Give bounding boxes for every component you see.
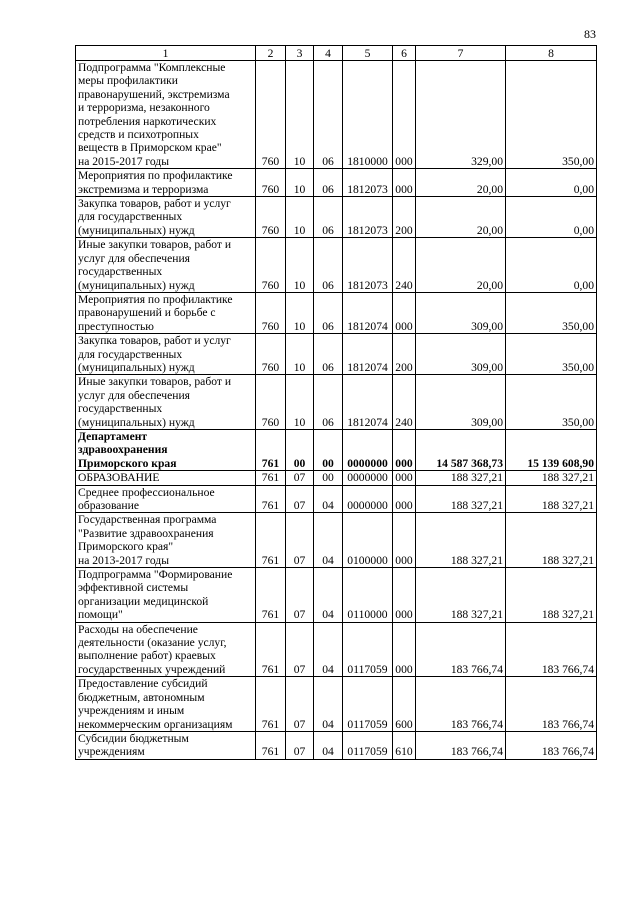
amount-2017-cell: 188 327,21 (506, 568, 597, 623)
admin-code-cell: 761 (256, 568, 286, 623)
section-code-cell: 10 (286, 169, 314, 197)
section-code-cell: 10 (286, 292, 314, 333)
amount-2016-cell: 188 327,21 (416, 513, 506, 568)
section-code-cell: 07 (286, 568, 314, 623)
table-row (76, 238, 597, 293)
target-article-cell: 1812074 (343, 292, 393, 333)
admin-code-cell: 760 (256, 375, 286, 430)
target-article-cell: 0117059 (343, 622, 393, 677)
admin-code-cell: 760 (256, 169, 286, 197)
amount-2017-cell: 188 327,21 (506, 513, 597, 568)
subsection-code-cell: 04 (314, 731, 343, 759)
column-header: 6 (393, 46, 416, 61)
table-row (76, 622, 597, 677)
amount-2017-cell: 183 766,74 (506, 622, 597, 677)
budget-table (75, 45, 597, 760)
page-number: 83 (584, 27, 596, 41)
row-name-cell: Иные закупки товаров, работ и услуг для обеспечения государственных (муниципальных) нужд (76, 375, 256, 430)
section-code-cell: 07 (286, 677, 314, 732)
amount-2016-cell: 183 766,74 (416, 731, 506, 759)
table-header-row (76, 46, 597, 61)
amount-2017-cell: 0,00 (506, 238, 597, 293)
table-row (76, 169, 597, 197)
admin-code-cell: 761 (256, 513, 286, 568)
row-name-cell: Иные закупки товаров, работ и услуг для обеспечения государственных (муниципальных) нужд (76, 238, 256, 293)
amount-2016-cell: 20,00 (416, 169, 506, 197)
row-name-cell: Подпрограмма "Комплексные меры профилактики правонарушений, экстремизма и терроризма, незаконного потребления наркотических средств и психотропных веществ в Приморском крае" на 2015-2017 годы (76, 61, 256, 169)
row-name-cell: Субсидии бюджетным учреждениям (76, 731, 256, 759)
section-code-cell: 10 (286, 197, 314, 238)
expense-type-cell: 240 (393, 375, 416, 430)
section-code-cell: 10 (286, 238, 314, 293)
expense-type-cell: 000 (393, 485, 416, 513)
target-article-cell: 1812073 (343, 197, 393, 238)
expense-type-cell: 610 (393, 731, 416, 759)
target-article-cell: 1812074 (343, 375, 393, 430)
row-name-cell: Мероприятия по профилактике экстремизма и терроризма (76, 169, 256, 197)
table-row (76, 485, 597, 513)
section-code-cell: 07 (286, 471, 314, 485)
expense-type-cell: 000 (393, 568, 416, 623)
amount-2017-cell: 15 139 608,90 (506, 429, 597, 470)
subsection-code-cell: 04 (314, 568, 343, 623)
table-row (76, 429, 597, 470)
target-article-cell: 0000000 (343, 485, 393, 513)
section-code-cell: 07 (286, 513, 314, 568)
expense-type-cell: 240 (393, 238, 416, 293)
column-header: 8 (506, 46, 597, 61)
row-name-cell: Мероприятия по профилактике правонарушений и борьбе с преступностью (76, 292, 256, 333)
subsection-code-cell: 00 (314, 471, 343, 485)
expense-type-cell: 000 (393, 471, 416, 485)
amount-2017-cell: 350,00 (506, 375, 597, 430)
section-code-cell: 07 (286, 622, 314, 677)
amount-2016-cell: 309,00 (416, 334, 506, 375)
amount-2017-cell: 188 327,21 (506, 485, 597, 513)
expense-type-cell: 000 (393, 513, 416, 568)
expense-type-cell: 000 (393, 61, 416, 169)
admin-code-cell: 760 (256, 292, 286, 333)
target-article-cell: 0100000 (343, 513, 393, 568)
table-row (76, 61, 597, 169)
expense-type-cell: 200 (393, 197, 416, 238)
subsection-code-cell: 04 (314, 677, 343, 732)
subsection-code-cell: 04 (314, 513, 343, 568)
row-name-cell: ОБРАЗОВАНИЕ (76, 471, 256, 485)
amount-2017-cell: 350,00 (506, 292, 597, 333)
amount-2016-cell: 329,00 (416, 61, 506, 169)
subsection-code-cell: 06 (314, 292, 343, 333)
row-name-cell: Департамент здравоохранения Приморского края (76, 429, 256, 470)
admin-code-cell: 760 (256, 334, 286, 375)
expense-type-cell: 600 (393, 677, 416, 732)
expense-type-cell: 000 (393, 622, 416, 677)
expense-type-cell: 000 (393, 429, 416, 470)
amount-2017-cell: 350,00 (506, 334, 597, 375)
amount-2016-cell: 188 327,21 (416, 485, 506, 513)
admin-code-cell: 761 (256, 471, 286, 485)
target-article-cell: 0117059 (343, 731, 393, 759)
section-code-cell: 00 (286, 429, 314, 470)
amount-2016-cell: 188 327,21 (416, 471, 506, 485)
subsection-code-cell: 04 (314, 485, 343, 513)
row-name-cell: Закупка товаров, работ и услуг для государственных (муниципальных) нужд (76, 197, 256, 238)
subsection-code-cell: 06 (314, 375, 343, 430)
table-row (76, 677, 597, 732)
amount-2016-cell: 183 766,74 (416, 622, 506, 677)
column-header: 7 (416, 46, 506, 61)
table-row (76, 471, 597, 485)
expense-type-cell: 000 (393, 292, 416, 333)
table-row (76, 568, 597, 623)
amount-2016-cell: 20,00 (416, 238, 506, 293)
table-row (76, 513, 597, 568)
target-article-cell: 1812074 (343, 334, 393, 375)
row-name-cell: Предоставление субсидий бюджетным, автономным учреждениям и иным некоммерческим организациям (76, 677, 256, 732)
table-row (76, 334, 597, 375)
row-name-cell: Закупка товаров, работ и услуг для государственных (муниципальных) нужд (76, 334, 256, 375)
amount-2017-cell: 183 766,74 (506, 677, 597, 732)
target-article-cell: 1812073 (343, 169, 393, 197)
section-code-cell: 07 (286, 485, 314, 513)
admin-code-cell: 760 (256, 238, 286, 293)
amount-2017-cell: 188 327,21 (506, 471, 597, 485)
row-name-cell: Среднее профессиональное образование (76, 485, 256, 513)
table-row (76, 292, 597, 333)
amount-2016-cell: 183 766,74 (416, 677, 506, 732)
column-header: 5 (343, 46, 393, 61)
subsection-code-cell: 06 (314, 61, 343, 169)
subsection-code-cell: 06 (314, 238, 343, 293)
amount-2017-cell: 0,00 (506, 169, 597, 197)
section-code-cell: 10 (286, 375, 314, 430)
column-header: 1 (76, 46, 256, 61)
amount-2017-cell: 183 766,74 (506, 731, 597, 759)
column-header: 2 (256, 46, 286, 61)
subsection-code-cell: 06 (314, 169, 343, 197)
target-article-cell: 1810000 (343, 61, 393, 169)
amount-2017-cell: 0,00 (506, 197, 597, 238)
section-code-cell: 07 (286, 731, 314, 759)
table-row (76, 197, 597, 238)
subsection-code-cell: 00 (314, 429, 343, 470)
admin-code-cell: 760 (256, 61, 286, 169)
expense-type-cell: 000 (393, 169, 416, 197)
section-code-cell: 10 (286, 61, 314, 169)
admin-code-cell: 761 (256, 485, 286, 513)
admin-code-cell: 761 (256, 677, 286, 732)
column-header: 4 (314, 46, 343, 61)
table-row (76, 731, 597, 759)
target-article-cell: 1812073 (343, 238, 393, 293)
subsection-code-cell: 06 (314, 334, 343, 375)
admin-code-cell: 761 (256, 731, 286, 759)
column-header: 3 (286, 46, 314, 61)
expense-type-cell: 200 (393, 334, 416, 375)
admin-code-cell: 761 (256, 622, 286, 677)
amount-2016-cell: 14 587 368,73 (416, 429, 506, 470)
subsection-code-cell: 06 (314, 197, 343, 238)
amount-2016-cell: 309,00 (416, 375, 506, 430)
target-article-cell: 0110000 (343, 568, 393, 623)
amount-2016-cell: 188 327,21 (416, 568, 506, 623)
amount-2016-cell: 20,00 (416, 197, 506, 238)
row-name-cell: Государственная программа "Развитие здравоохранения Приморского края" на 2013-2017 годы (76, 513, 256, 568)
admin-code-cell: 761 (256, 429, 286, 470)
amount-2016-cell: 309,00 (416, 292, 506, 333)
target-article-cell: 0117059 (343, 677, 393, 732)
section-code-cell: 10 (286, 334, 314, 375)
amount-2017-cell: 350,00 (506, 61, 597, 169)
admin-code-cell: 760 (256, 197, 286, 238)
subsection-code-cell: 04 (314, 622, 343, 677)
table-row (76, 375, 597, 430)
target-article-cell: 0000000 (343, 429, 393, 470)
target-article-cell: 0000000 (343, 471, 393, 485)
row-name-cell: Расходы на обеспечение деятельности (оказание услуг, выполнение работ) краевых государственных учреждений (76, 622, 256, 677)
row-name-cell: Подпрограмма "Формирование эффективной системы организации медицинской помощи" (76, 568, 256, 623)
